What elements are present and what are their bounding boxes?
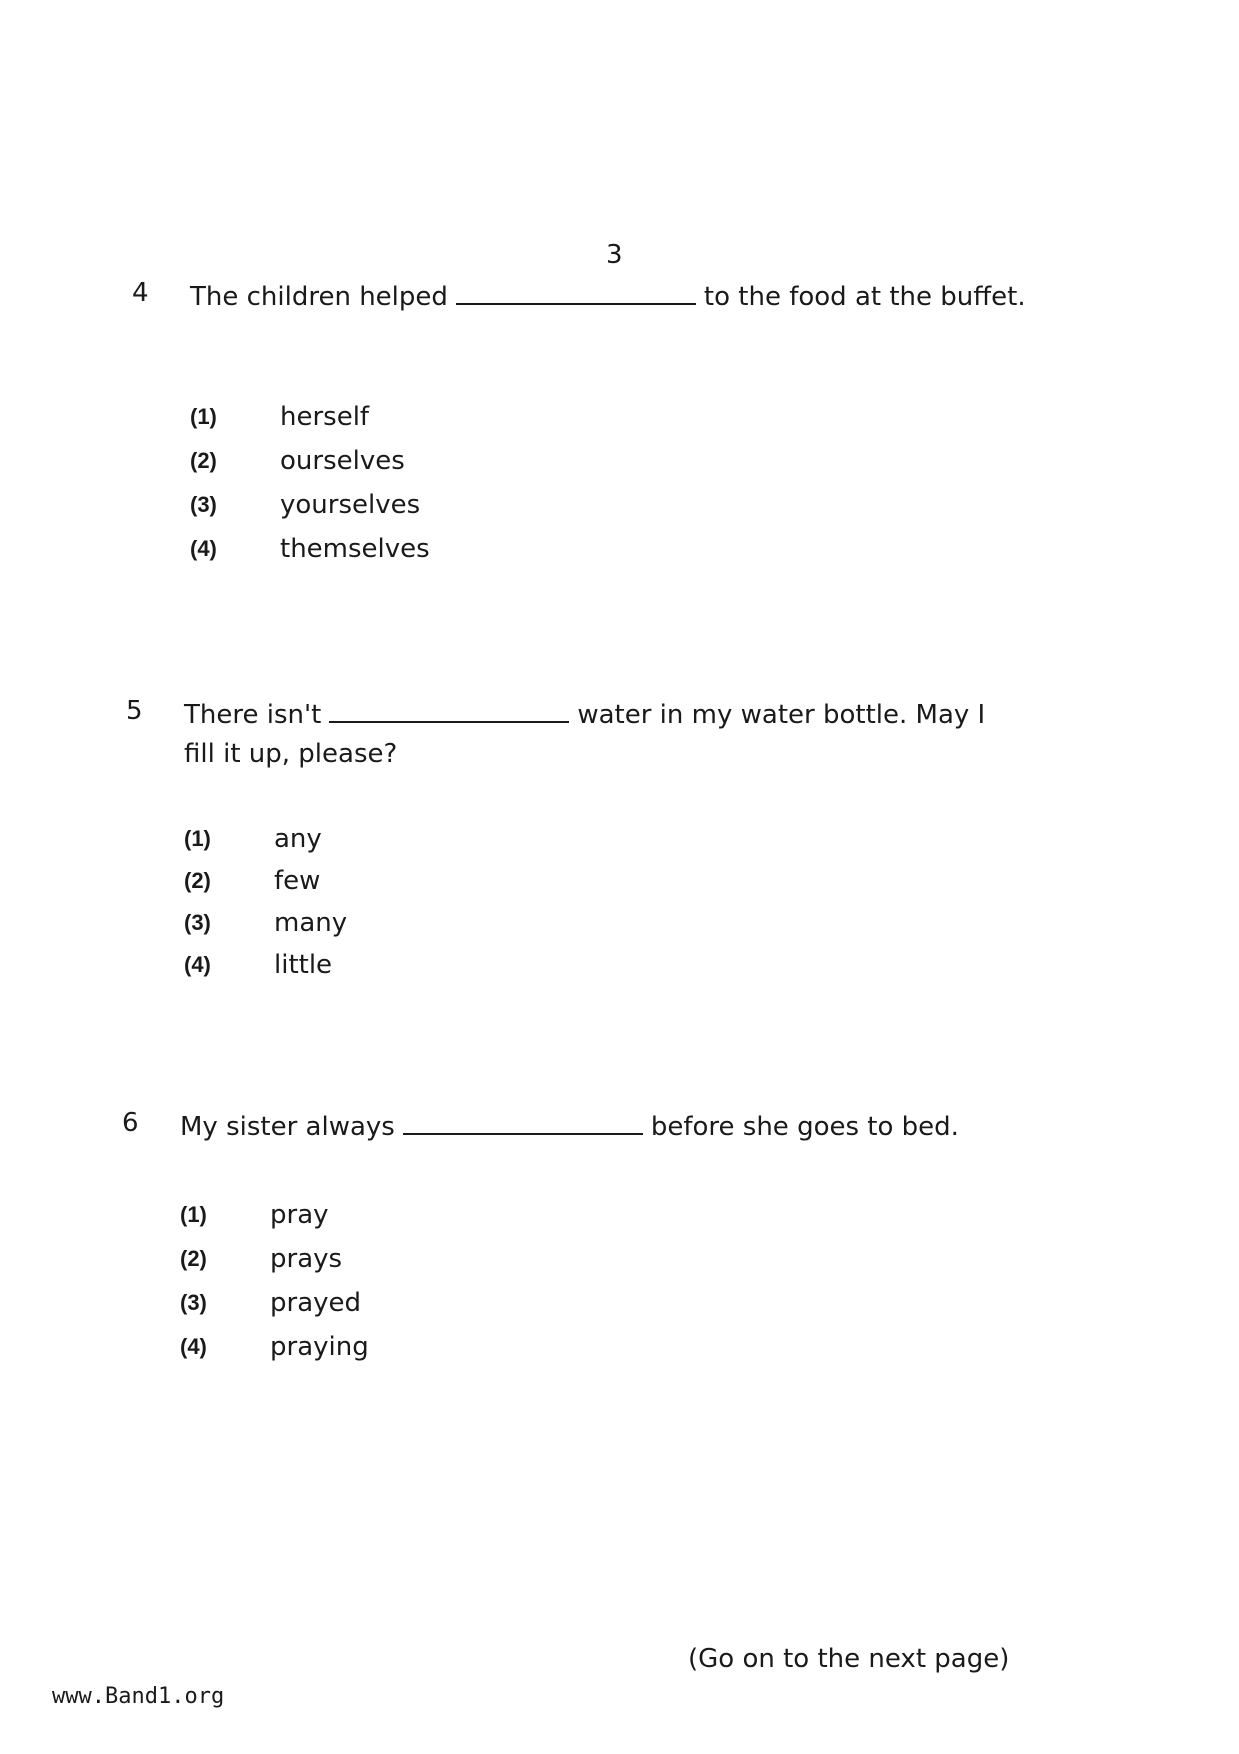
page-number: 3 <box>606 240 623 270</box>
option-text: many <box>274 908 348 938</box>
option-number: (3) <box>190 492 217 517</box>
question-text-before: There isn't <box>184 700 322 730</box>
option-text: few <box>274 866 321 896</box>
answer-blank[interactable] <box>329 699 569 723</box>
option-item[interactable] <box>180 1332 680 1372</box>
question-text-after: water in my water bottle. May I fill it up, please? <box>184 700 986 769</box>
option-number: (4) <box>190 536 217 561</box>
option-item[interactable] <box>190 446 690 486</box>
option-item[interactable] <box>180 1244 680 1284</box>
option-item[interactable] <box>180 1200 680 1240</box>
question-text-before: My sister always <box>180 1112 395 1142</box>
option-number: (1) <box>180 1202 207 1227</box>
option-text: little <box>274 950 333 980</box>
question-number: 6 <box>122 1108 139 1138</box>
option-text: any <box>274 824 322 854</box>
question-text-after: before she goes to bed. <box>650 1112 959 1142</box>
question-number: 5 <box>126 696 143 726</box>
option-number: (2) <box>184 868 211 893</box>
option-number: (4) <box>184 952 211 977</box>
question-text <box>184 696 1024 774</box>
option-item[interactable] <box>190 534 690 574</box>
question-4 <box>132 278 1032 578</box>
question-text <box>190 278 1030 317</box>
option-item[interactable] <box>184 908 684 948</box>
option-item[interactable] <box>184 824 684 864</box>
option-text: yourselves <box>280 490 421 520</box>
option-number: (1) <box>184 826 211 851</box>
website-url: www.Band1.org <box>52 1684 225 1709</box>
option-text: herself <box>280 402 370 432</box>
question-number: 4 <box>132 278 149 308</box>
option-item[interactable] <box>180 1288 680 1328</box>
question-text-after: to the food at the buffet. <box>703 282 1026 312</box>
question-5 <box>126 696 1026 996</box>
option-text: praying <box>270 1332 369 1362</box>
option-number: (1) <box>190 404 217 429</box>
answer-blank[interactable] <box>456 281 696 305</box>
option-text: pray <box>270 1200 329 1230</box>
option-text: prays <box>270 1244 343 1274</box>
option-text: ourselves <box>280 446 405 476</box>
option-number: (4) <box>180 1334 207 1359</box>
next-page-note: (Go on to the next page) <box>688 1644 1010 1674</box>
option-item[interactable] <box>184 950 684 990</box>
question-6 <box>122 1108 1022 1388</box>
option-item[interactable] <box>190 402 690 442</box>
option-number: (3) <box>184 910 211 935</box>
question-text <box>180 1108 1020 1147</box>
option-text: themselves <box>280 534 430 564</box>
answer-blank[interactable] <box>403 1111 643 1135</box>
option-number: (2) <box>180 1246 207 1271</box>
option-item[interactable] <box>184 866 684 906</box>
option-text: prayed <box>270 1288 362 1318</box>
question-text-before: The children helped <box>190 282 448 312</box>
option-number: (2) <box>190 448 217 473</box>
option-item[interactable] <box>190 490 690 530</box>
option-number: (3) <box>180 1290 207 1315</box>
